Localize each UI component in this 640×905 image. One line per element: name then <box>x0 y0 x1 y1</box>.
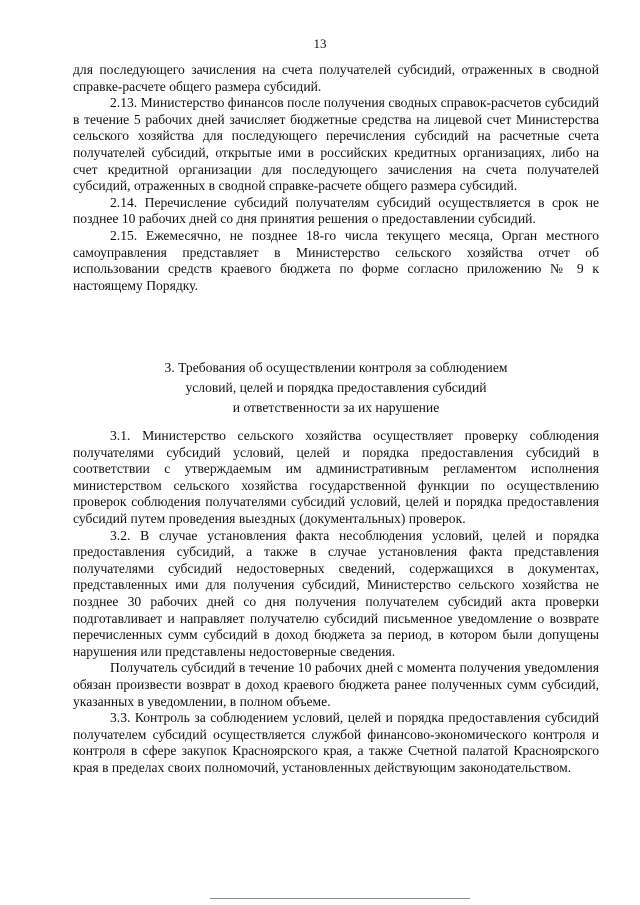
paragraph-3-2-continued: Получатель субсидий в течение 10 рабочих дней с момента получения уведомления обязан произвести возврат в доход краевого бюджета ранее полученных сумм субсидий, указанных в уведомлении, в полном объеме. <box>73 660 599 709</box>
page-number: 13 <box>313 36 327 51</box>
paragraph-3-2: 3.2. В случае установления факта несоблюдения условий, целей и порядка предоставления субсидий, а также в случае установления факта представления получателями субсидий недостоверных сведений, содержащихся в документах, представленных ими для получения субсидий, Министерство сельского хозяйства не позднее 30 рабочих дней со дня получения получателем субсидий акта проверки подготавливает и направляет получателю субсидий письменное уведомление о возврате перечисленных сумм субсидий в доход бюджета за период, в котором были допущены нарушения или представлены недостоверные сведения. <box>73 527 599 659</box>
paragraph-continuation: для последующего зачисления на счета получателей субсидий, отраженных в сводной справке-расчете общего размера субсидий. <box>73 62 599 94</box>
bottom-text-block <box>73 428 599 776</box>
paragraph-3-3: 3.3. Контроль за соблюдением условий, целей и порядка предоставления субсидий получателем субсидий осуществляется службой финансово-экономического контроля и контроля в сфере закупок Красноярского края, а также Счетной палатой Красноярского края в пределах своих полномочий, установленных действующим законодательством. <box>73 710 599 775</box>
paragraph-3-1: 3.1. Министерство сельского хозяйства осуществляет проверку соблюдения получателями субсидий условий, целей и порядка предоставления субсидий в соответствии с утверждаемым им административным регламентом исполнения министерством сельского хозяйства государственной функции по осуществлению проверок соблюдения получателями субсидий условий, целей и порядка предоставления субсидий путем проведения выездных (документальных) проверок. <box>73 428 599 526</box>
footer-divider <box>210 898 470 899</box>
section-heading-line-1: 3. Требования об осуществлении контроля за соблюдением <box>164 360 508 375</box>
paragraph-2-14: 2.14. Перечисление субсидий получателям субсидий осуществляется в срок не позднее 10 рабочих дней со дня принятия решения о предоставлении субсидий. <box>73 194 599 227</box>
paragraph-2-13: 2.13. Министерство финансов после получения сводных справок-расчетов субсидий в течение 5 рабочих дней зачисляет бюджетные средства на лицевой счет Министерства сельского хозяйства для последующего перечисления субсидий на расчетные счета получателей субсидий, открытые ими в российских кредитных организациях, либо на счет кредитной организации для последующего зачисления на счета получателей субсидий, отраженных в сводной справке-расчете общего размера субсидий. <box>73 95 599 194</box>
section-heading-line-2: условий, целей и порядка предоставления субсидий <box>185 380 487 395</box>
paragraph-2-15: 2.15. Ежемесячно, не позднее 18-го числа текущего месяца, Орган местного самоуправления представляет в Министерство сельского хозяйства отчет об использовании средств краевого бюджета по форме согласно приложению № 9 к настоящему Порядку. <box>73 227 599 293</box>
section-heading <box>73 358 599 418</box>
top-text-block <box>73 62 599 294</box>
section-heading-line-3: и ответственности за их нарушение <box>232 400 440 415</box>
